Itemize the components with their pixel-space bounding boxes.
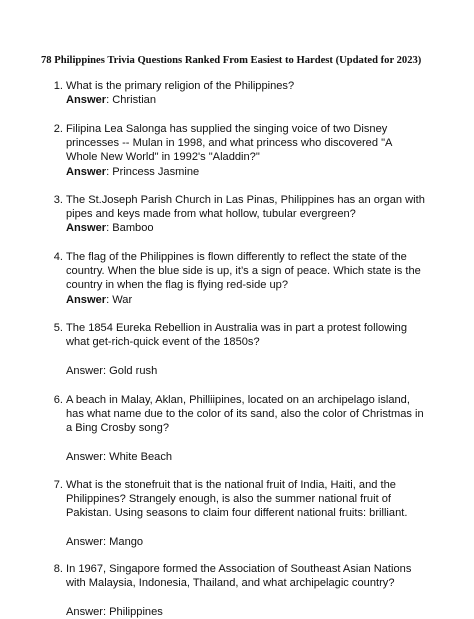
question-number: 6. [53, 394, 63, 406]
question-item-6 [53, 393, 426, 464]
question-text: In 1967, Singapore formed the Association of Southeast Asian Nations with Malaysia, Indonesia, Thailand, and what archipelagic country? [66, 563, 412, 590]
question-number: 2. [53, 123, 63, 135]
answer-line [66, 93, 426, 107]
question-item-2 [53, 122, 426, 179]
answer-line [66, 165, 426, 179]
answer-separator: : [106, 293, 113, 306]
question-item-3 [53, 193, 426, 236]
question-number: 5. [53, 322, 63, 334]
question-item-7 [53, 478, 426, 549]
answer-line: Answer: White Beach [66, 450, 173, 463]
answer-separator: : [106, 165, 113, 178]
question-text: The St.Joseph Parish Church in Las Pinas, Philippines has an organ with pipes and keys made from what hollow, tubular evergreen? [66, 194, 425, 221]
question-text: The 1854 Eureka Rebellion in Australia was in part a protest following what get-rich-quick event of the 1850s? [66, 322, 408, 349]
question-number: 3. [53, 194, 63, 206]
question-item-8 [53, 562, 426, 619]
question-text: Filipina Lea Salonga has supplied the singing voice of two Disney princesses -- Mulan in 1998, and what princess who discovered "A Whole New World" in 1992's "Aladdin?" [66, 123, 392, 164]
answer-line: Answer: Philippines [66, 605, 163, 618]
answer-separator: : [106, 94, 113, 107]
answer-line [66, 293, 426, 307]
answer-label: Answer [66, 222, 107, 235]
question-item-1 [53, 79, 426, 107]
answer-separator: : [106, 222, 113, 235]
answer-label: Answer [66, 165, 107, 178]
answer-line: Answer: Gold rush [66, 364, 158, 377]
question-text: What is the primary religion of the Philippines? [66, 80, 295, 92]
answer-value: Christian [112, 94, 157, 107]
question-text: A beach in Malay, Aklan, Philliipines, located on an archipelago island, has what name due to the color of its sand, also the color of Christmas in a Bing Crosby song? [66, 394, 424, 435]
question-item-4 [53, 250, 426, 307]
answer-line [66, 221, 426, 235]
question-text: What is the stonefruit that is the national fruit of India, Haiti, and the Philippines? Strangely enough, is also the summer national fruit of Pakistan. Using seasons to claim four different national fruits: brilliant. [66, 479, 408, 520]
answer-value: War [112, 293, 133, 306]
document-title: 78 Philippines Trivia Questions Ranked From Easiest to Hardest (Updated for 2023) [41, 55, 422, 66]
question-number: 8. [53, 563, 63, 575]
answer-value: Bamboo [112, 222, 154, 235]
question-item-5 [53, 321, 426, 378]
answer-label: Answer [66, 94, 107, 107]
answer-line: Answer: Mango [66, 535, 144, 548]
question-number: 1. [53, 80, 63, 92]
question-text: The flag of the Philippines is flown differently to reflect the state of the country. When the blue side is up, it’s a sign of peace. Which state is the country in when the flag is flying red-side up? [66, 251, 421, 292]
question-number: 7. [53, 479, 63, 491]
question-number: 4. [53, 251, 63, 263]
answer-label: Answer [66, 293, 107, 306]
answer-value: Princess Jasmine [112, 165, 200, 178]
